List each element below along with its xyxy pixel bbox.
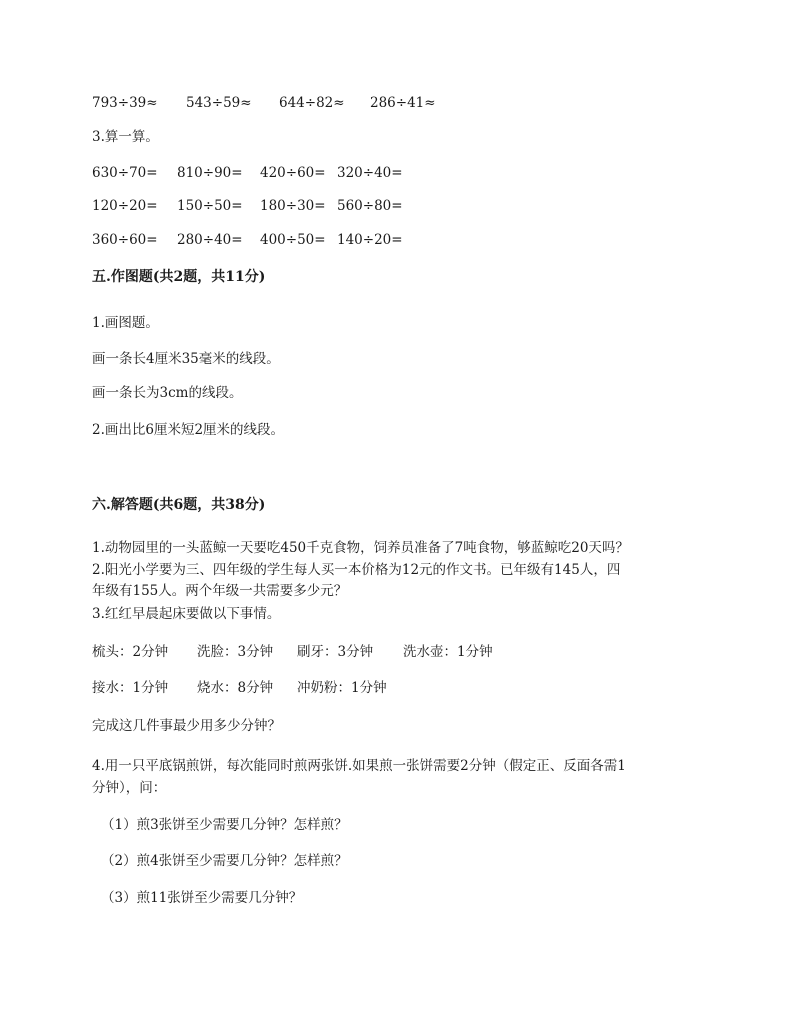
section-5-question-1: 1.画图题。 [92,315,159,331]
section-6-question-3-prompt: 完成这几件事最少用多少分钟？ [92,718,281,734]
calc-item: 120÷20= [92,198,158,214]
estimate-item: 286÷41≈ [370,95,436,111]
calc-item: 420÷60= [260,165,326,181]
question-3-title: 3.算一算。 [92,129,159,145]
estimate-item: 793÷39≈ [92,95,158,111]
section-6-question-4-sub-2: （2）煎4张饼至少需要几分钟？怎样煎？ [101,853,348,869]
calc-item: 400÷50= [260,232,326,248]
calc-item: 150÷50= [177,198,243,214]
section-5-question-1a: 画一条长4厘米35毫米的线段。 [92,351,280,367]
section-6-question-4-sub-1: （1）煎3张饼至少需要几分钟？怎样煎？ [101,817,348,833]
task-item: 洗水壶：1分钟 [403,644,493,660]
estimate-item: 543÷59≈ [186,95,252,111]
section-6-question-2-line-1: 2.阳光小学要为三、四年级的学生每人买一本价格为12元的作文书。已年级有145人，四 [92,562,621,578]
section-5-question-1b: 画一条长为3cm的线段。 [92,385,243,401]
section-6-question-2-line-2: 年级有155人。两个年级一共需要多少元？ [92,583,348,599]
estimate-item: 644÷82≈ [279,95,345,111]
task-item: 接水：1分钟 [92,680,169,696]
calc-item: 180÷30= [260,198,326,214]
task-item: 梳头：2分钟 [92,644,169,660]
calc-item: 320÷40= [337,165,403,181]
section-6-question-4-line-2: 分钟），问： [92,780,167,796]
task-item: 刷牙：3分钟 [297,644,374,660]
calc-item: 630÷70= [92,165,158,181]
section-5-title: 五.作图题(共2题，共11分) [92,269,266,285]
calc-item: 560÷80= [337,198,403,214]
calc-item: 360÷60= [92,232,158,248]
section-6-question-1: 1.动物园里的一头蓝鲸一天要吃450千克食物，饲养员准备了7吨食物，够蓝鲸吃20天吗？ [92,540,629,556]
section-5-question-2: 2.画出比6厘米短2厘米的线段。 [92,422,285,438]
calc-item: 810÷90= [177,165,243,181]
section-6-question-4-line-1: 4.用一只平底锅煎饼，每次能同时煎两张饼.如果煎一张饼需要2分钟（假定正、反面各需1 [92,758,626,774]
task-item: 烧水：8分钟 [197,680,274,696]
task-item: 洗脸：3分钟 [197,644,274,660]
section-6-question-3: 3.红红早晨起床要做以下事情。 [92,606,281,622]
task-item: 冲奶粉：1分钟 [297,680,387,696]
calc-item: 280÷40= [177,232,243,248]
section-6-question-4-sub-3: （3）煎11张饼至少需要几分钟？ [101,890,303,906]
calc-item: 140÷20= [337,232,403,248]
section-6-title: 六.解答题(共6题，共38分) [92,497,266,513]
